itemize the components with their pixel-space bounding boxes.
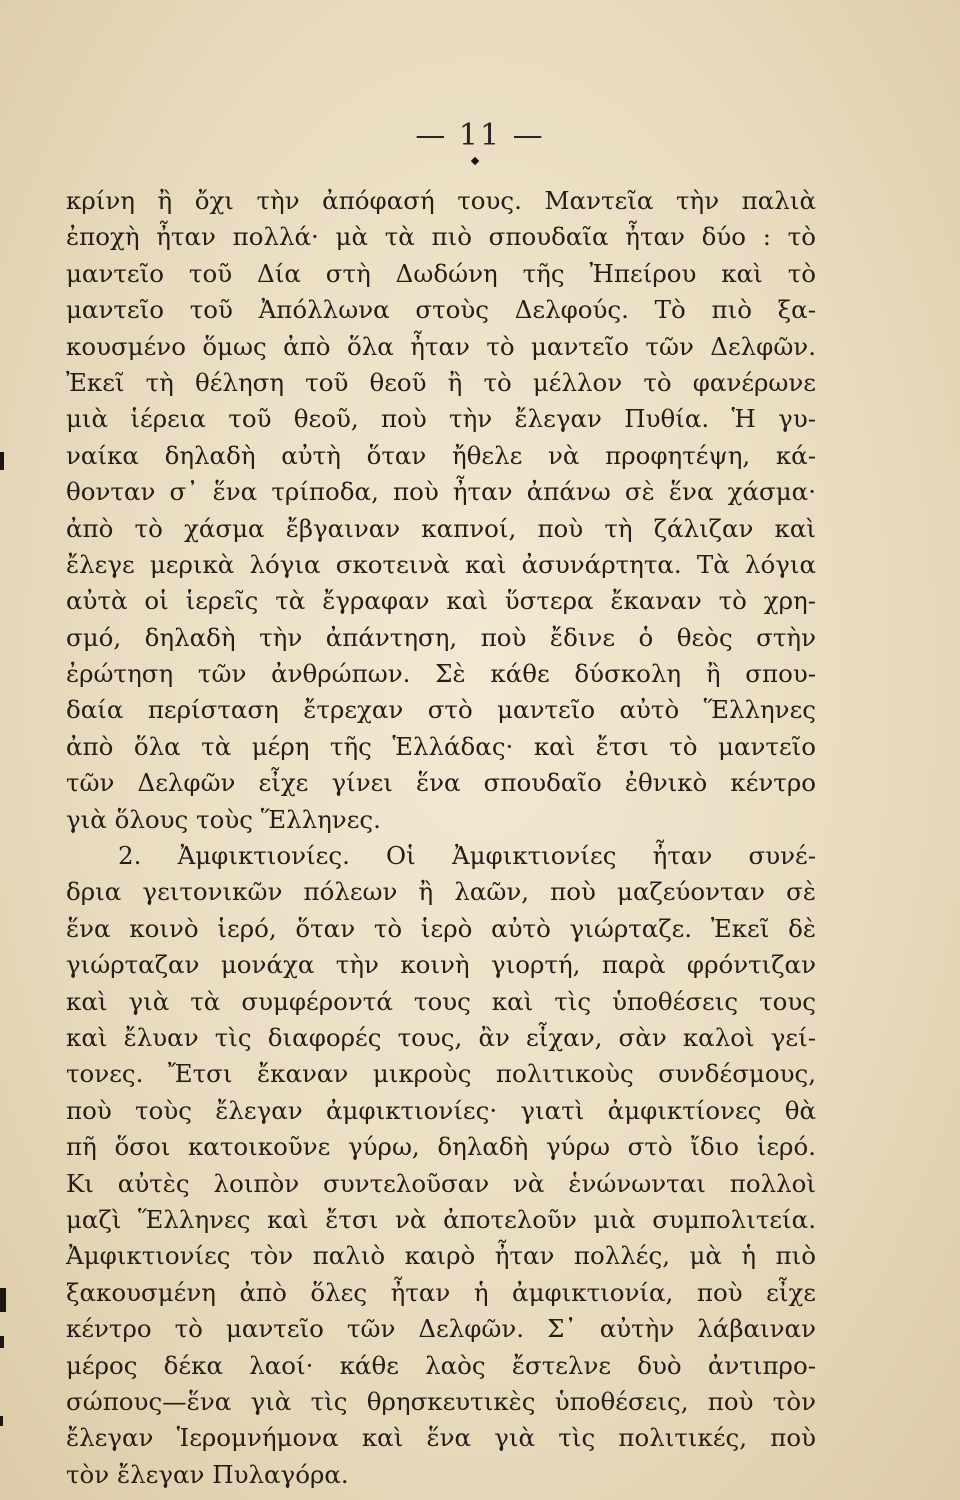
text-line: κέντρο τὸ μαντεῖο τῶν Δελφῶν. Σ᾽ αὐτὴν λάβαιναν (66, 1314, 816, 1344)
text-line: καὶ γιὰ τὰ συμφέροντά τους καὶ τὶς ὑποθέσεις τους (66, 986, 816, 1016)
text-line: ποὺ τοὺς ἔλεγαν ἀμφικτιονίες· γιατὶ ἀμφικτίονες θὰ (66, 1095, 816, 1125)
text-line: θονταν σ᾽ ἕνα τρίποδα, ποὺ ἦταν ἀπάνω σὲ ἕνα χάσμα· (66, 477, 816, 507)
text-line: ναίκα δηλαδὴ αὐτὴ ὅταν ἤθελε νὰ προφητέψη, κά- (66, 440, 816, 470)
text-line: ἐποχὴ ἦταν πολλά· μὰ τὰ πιὸ σπουδαῖα ἦταν δύο : τὸ (66, 222, 816, 252)
text-line: σώπους—ἕνα γιὰ τὶς θρησκευτικὲς ὑποθέσεις, ποὺ τὸν (66, 1386, 816, 1416)
text-line: Κι αὐτὲς λοιπὸν συντελοῦσαν νὰ ἑνώνωνται πολλοὶ (66, 1168, 816, 1198)
text-line: καὶ ἔλυαν τὶς διαφορές τους, ἂν εἶχαν, σὰν καλοὶ γεί- (66, 1022, 816, 1052)
text-line: ἔλεγαν Ἱερομνήμονα καὶ ἕνα γιὰ τὶς πολιτικές, ποὺ (66, 1423, 816, 1453)
text-line: ἀπὸ ὅλα τὰ μέρη τῆς Ἑλλάδας· καὶ ἔτσι τὸ μαντεῖο (66, 731, 816, 761)
text-line: τῶν Δελφῶν εἶχε γίνει ἕνα σπουδαῖο ἐθνικὸ κέντρο (66, 768, 816, 798)
text-line: κουσμένο ὅμως ἀπὸ ὅλα ἦταν τὸ μαντεῖο τῶν Δελφῶν. (66, 331, 816, 361)
text-line: ἀπὸ τὸ χάσμα ἔβγαιναν καπνοί, ποὺ τὴ ζάλιζαν καὶ (66, 513, 816, 543)
ink-mark (0, 452, 4, 470)
text-line: μαντεῖο τοῦ Ἀπόλλωνα στοὺς Δελφούς. Τὸ πιὸ ξα- (66, 295, 816, 325)
text-line: σμό, δηλαδὴ τὴν ἀπάντηση, ποὺ ἔδινε ὁ θεὸς στὴν (66, 622, 816, 652)
text-line: μαζὶ Ἕλληνες καὶ ἔτσι νὰ ἀποτελοῦν μιὰ συμπολιτεία. (66, 1204, 816, 1234)
ink-mark (0, 1416, 3, 1426)
text-line: γιὰ ὅλους τοὺς Ἕλληνες. (66, 804, 381, 834)
text-line: Ἐκεῖ τὴ θέληση τοῦ θεοῦ ἢ τὸ μέλλον τὸ φανέρωνε (66, 367, 816, 397)
text-line: αὐτὰ οἱ ἱερεῖς τὰ ἔγραφαν καὶ ὕστερα ἔκαναν τὸ χρη- (66, 586, 816, 616)
text-line: ἐρώτηση τῶν ἀνθρώπων. Σὲ κάθε δύσκολη ἢ σπου- (66, 659, 816, 689)
text-line: ἔλεγε μερικὰ λόγια σκοτεινὰ καὶ ἀσυνάρτητα. Τὰ λόγια (66, 549, 816, 579)
text-line: κρίνη ἢ ὄχι τὴν ἀπόφασή τους. Μαντεῖα τὴν παλιὰ (66, 186, 816, 215)
text-line: 2. Ἀμφικτιονίες. Οἱ Ἀμφικτιονίες ἦταν συνέ- (118, 841, 816, 871)
ink-mark (471, 157, 479, 165)
text-line: ἕνα κοινὸ ἱερό, ὅταν τὸ ἱερὸ αὐτὸ γιώρταζε. Ἐκεῖ δὲ (66, 913, 816, 943)
text-line: τονες. Ἔτσι ἔκαναν μικροὺς πολιτικοὺς συνδέσμους, (66, 1059, 816, 1089)
text-line: Ἀμφικτιονίες τὸν παλιὸ καιρὸ ἦταν πολλές, μὰ ἡ πιὸ (66, 1241, 816, 1271)
text-line: γιώρταζαν μονάχα τὴν κοινὴ γιορτή, παρὰ φρόντιζαν (66, 950, 816, 980)
text-line: μιὰ ἱέρεια τοῦ θεοῦ, ποὺ τὴν ἔλεγαν Πυθία. Ἡ γυ- (66, 404, 816, 434)
page-number: — 11 — (415, 118, 545, 153)
text-line: μαντεῖο τοῦ Δία στὴ Δωδώνη τῆς Ἠπείρου καὶ τὸ (66, 258, 816, 288)
body-text (66, 183, 816, 1493)
ink-mark (0, 1288, 6, 1312)
text-line: μέρος δέκα λαοί· κάθε λαὸς ἔστελνε δυὸ ἀντιπρο- (66, 1350, 816, 1380)
text-line: ξακουσμένη ἀπὸ ὅλες ἦταν ἡ ἀμφικτιονία, ποὺ εἶχε (66, 1277, 816, 1307)
ink-mark (0, 1336, 4, 1348)
text-line: τὸν ἔλεγαν Πυλαγόρα. (66, 1459, 349, 1489)
text-line: πῆ ὅσοι κατοικοῦνε γύρω, δηλαδὴ γύρω στὸ ἴδιο ἱερό. (66, 1132, 816, 1162)
text-line: δαία περίσταση ἔτρεχαν στὸ μαντεῖο αὐτὸ Ἕλληνες (66, 695, 816, 725)
text-line: δρια γειτονικῶν πόλεων ἢ λαῶν, ποὺ μαζεύονταν σὲ (66, 877, 816, 907)
